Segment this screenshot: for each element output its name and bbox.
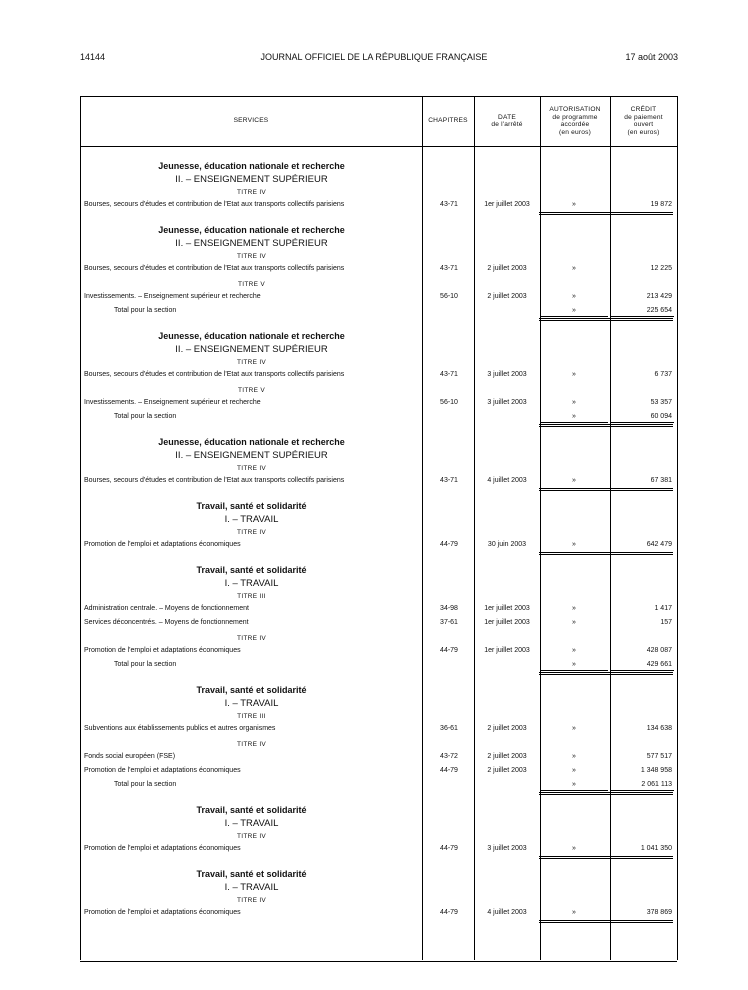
row-label-cell [84, 398, 418, 408]
row-label-cell [84, 476, 418, 486]
block-separator [84, 486, 675, 492]
titre-heading: TITRE IV [236, 189, 267, 196]
service-block [84, 160, 675, 224]
column-divider [80, 96, 81, 960]
section-heading: I. – TRAVAIL [224, 882, 279, 893]
total-row [84, 412, 675, 422]
row-autorisation: » [572, 767, 576, 774]
row-date: 2 juillet 2003 [487, 767, 527, 774]
row-autorisation: » [572, 725, 576, 732]
row-credit: 19 872 [650, 201, 672, 208]
total-label: Total pour la section [114, 413, 177, 420]
titre-heading: TITRE IV [236, 833, 267, 840]
block-spacer [84, 492, 675, 500]
total-credit: 2 061 113 [610, 780, 674, 791]
table-row [84, 398, 675, 408]
block-separator [84, 790, 675, 796]
row-chapitre: 56-10 [440, 399, 458, 406]
row-label-cell [84, 752, 418, 762]
row-label-cell [84, 618, 418, 628]
row-label: Administration centrale. – Moyens de fonctionnement [84, 605, 249, 612]
section-heading: II. – ENSEIGNEMENT SUPÉRIEUR [175, 174, 328, 185]
table-row [84, 766, 675, 776]
row-date: 2 juillet 2003 [487, 725, 527, 732]
issue-date: 17 août 2003 [625, 52, 678, 62]
section-heading: II. – ENSEIGNEMENT SUPÉRIEUR [175, 238, 328, 249]
row-credit: 6 737 [654, 371, 672, 378]
row-credit: 12 225 [650, 265, 672, 272]
ministry-heading: Travail, santé et solidarité [196, 685, 307, 695]
row-chapitre: 34-98 [440, 605, 458, 612]
row-credit: 157 [660, 619, 672, 626]
row-date: 2 juillet 2003 [487, 293, 527, 300]
row-autorisation: » [572, 845, 576, 852]
titre-heading: TITRE V [237, 281, 266, 288]
row-credit: 428 087 [646, 647, 672, 654]
service-block [84, 436, 675, 500]
row-chapitre: 37-61 [440, 619, 458, 626]
row-chapitre: 44-79 [440, 541, 458, 548]
service-block [84, 564, 675, 684]
block-spacer [84, 676, 675, 684]
total-row [84, 306, 675, 316]
service-block [84, 868, 675, 932]
row-date: 2 juillet 2003 [487, 753, 527, 760]
column-divider [677, 96, 678, 960]
row-label-cell [84, 540, 418, 550]
titre-heading: TITRE III [237, 713, 266, 720]
block-separator [84, 550, 675, 556]
service-block [84, 330, 675, 436]
block-spacer [84, 556, 675, 564]
block-spacer [84, 796, 675, 804]
block-separator [84, 316, 675, 322]
titre-heading: TITRE IV [236, 253, 267, 260]
block-separator [84, 670, 675, 676]
row-date: 2 juillet 2003 [487, 265, 527, 272]
table-row [84, 618, 675, 628]
row-date: 1er juillet 2003 [484, 605, 530, 612]
table-row [84, 370, 675, 380]
row-label: Promotion de l'emploi et adaptations économiques [84, 909, 241, 916]
block-separator [84, 210, 675, 216]
block-spacer [84, 216, 675, 224]
row-label-cell [84, 370, 418, 380]
row-credit: 213 429 [646, 293, 672, 300]
row-label: Promotion de l'emploi et adaptations économiques [84, 767, 241, 774]
total-autorisation: » [540, 660, 608, 671]
row-label-cell [84, 264, 418, 274]
row-chapitre: 43-71 [440, 265, 458, 272]
row-autorisation: » [572, 909, 576, 916]
total-label: Total pour la section [114, 781, 177, 788]
row-label: Bourses, secours d'études et contribution de l'Etat aux transports collectifs parisiens [84, 477, 345, 484]
total-label: Total pour la section [114, 661, 177, 668]
table-row [84, 476, 675, 486]
row-date: 1er juillet 2003 [484, 201, 530, 208]
row-chapitre: 36-61 [440, 725, 458, 732]
total-label-cell [114, 660, 418, 670]
row-label: Bourses, secours d'études et contribution de l'Etat aux transports collectifs parisiens [84, 371, 345, 378]
table-row [84, 844, 675, 854]
row-credit: 53 357 [650, 399, 672, 406]
row-chapitre: 56-10 [440, 293, 458, 300]
row-autorisation: » [572, 619, 576, 626]
row-label: Investissements. – Enseignement supérieur et recherche [84, 399, 261, 406]
total-row [84, 780, 675, 790]
row-chapitre: 44-79 [440, 845, 458, 852]
header-credit: CRÉDIT de paiement ouvert (en euros) [624, 106, 663, 136]
ministry-heading: Travail, santé et solidarité [196, 565, 307, 575]
row-label: Promotion de l'emploi et adaptations économiques [84, 845, 241, 852]
row-label-cell [84, 766, 418, 776]
section-heading: I. – TRAVAIL [224, 514, 279, 525]
table-row [84, 752, 675, 762]
row-label-cell [84, 200, 418, 210]
header-chapitres: CHAPITRES [428, 117, 468, 125]
row-autorisation: » [572, 605, 576, 612]
row-credit: 67 381 [650, 477, 672, 484]
total-autorisation: » [540, 306, 608, 317]
ministry-heading: Jeunesse, éducation nationale et recherche [158, 331, 345, 341]
section-heading: I. – TRAVAIL [224, 818, 279, 829]
total-autorisation: » [540, 412, 608, 423]
row-label-cell [84, 724, 418, 734]
journal-title: JOURNAL OFFICIEL DE LA RÉPUBLIQUE FRANÇAISE [260, 52, 488, 62]
block-spacer [84, 924, 675, 932]
total-credit: 429 661 [610, 660, 674, 671]
row-label: Promotion de l'emploi et adaptations économiques [84, 541, 241, 548]
section-heading: I. – TRAVAIL [224, 698, 279, 709]
row-date: 4 juillet 2003 [487, 909, 527, 916]
row-autorisation: » [572, 753, 576, 760]
total-credit: 60 094 [610, 412, 674, 423]
header-services: SERVICES [233, 117, 269, 125]
block-separator [84, 854, 675, 860]
section-heading: II. – ENSEIGNEMENT SUPÉRIEUR [175, 450, 328, 461]
total-label-cell [114, 306, 418, 316]
row-date: 3 juillet 2003 [487, 845, 527, 852]
row-autorisation: » [572, 647, 576, 654]
row-date: 4 juillet 2003 [487, 477, 527, 484]
titre-heading: TITRE IV [236, 359, 267, 366]
section-heading: I. – TRAVAIL [224, 578, 279, 589]
ministry-heading: Jeunesse, éducation nationale et recherche [158, 225, 345, 235]
row-credit: 134 638 [646, 725, 672, 732]
table-row [84, 540, 675, 550]
row-date: 3 juillet 2003 [487, 399, 527, 406]
ministry-heading: Travail, santé et solidarité [196, 869, 307, 879]
service-block [84, 500, 675, 564]
row-chapitre: 44-79 [440, 647, 458, 654]
row-date: 3 juillet 2003 [487, 371, 527, 378]
ministry-heading: Travail, santé et solidarité [196, 805, 307, 815]
total-label-cell [114, 412, 418, 422]
header-autorisation: AUTORISATION de programme accordée (en euros) [549, 106, 601, 136]
titre-heading: TITRE IV [236, 897, 267, 904]
total-label: Total pour la section [114, 307, 177, 314]
row-chapitre: 43-72 [440, 753, 458, 760]
service-block [84, 804, 675, 868]
header-date: DATE de l'arrêté [491, 113, 523, 128]
table-row [84, 646, 675, 656]
row-label: Bourses, secours d'études et contribution de l'Etat aux transports collectifs parisiens [84, 265, 345, 272]
row-credit: 1 417 [654, 605, 672, 612]
row-label-cell [84, 908, 418, 918]
row-autorisation: » [572, 477, 576, 484]
row-autorisation: » [572, 371, 576, 378]
row-autorisation: » [572, 541, 576, 548]
service-block [84, 224, 675, 330]
table-row [84, 264, 675, 274]
table-row [84, 200, 675, 210]
row-label-cell [84, 292, 418, 302]
row-label-cell [84, 646, 418, 656]
ministry-heading: Jeunesse, éducation nationale et recherche [158, 161, 345, 171]
row-autorisation: » [572, 399, 576, 406]
row-label: Fonds social européen (FSE) [84, 753, 176, 760]
page-number: 14144 [80, 52, 106, 62]
row-label-cell [84, 844, 418, 854]
row-date: 30 juin 2003 [487, 541, 527, 548]
titre-heading: TITRE IV [236, 635, 267, 642]
row-credit: 1 041 350 [640, 845, 672, 852]
row-date: 1er juillet 2003 [484, 619, 530, 626]
total-label-cell [114, 780, 418, 790]
row-label: Bourses, secours d'études et contribution de l'Etat aux transports collectifs parisiens [84, 201, 345, 208]
total-credit: 225 654 [610, 306, 674, 317]
ministry-heading: Travail, santé et solidarité [196, 501, 307, 511]
row-label-cell [84, 604, 418, 614]
row-chapitre: 43-71 [440, 371, 458, 378]
row-credit: 642 479 [646, 541, 672, 548]
block-spacer [84, 860, 675, 868]
service-block [84, 684, 675, 804]
total-row [84, 660, 675, 670]
table-header [80, 96, 677, 147]
titre-heading: TITRE IV [236, 529, 267, 536]
table-row [84, 908, 675, 918]
table-row [84, 292, 675, 302]
row-chapitre: 44-79 [440, 909, 458, 916]
row-label: Subventions aux établissements publics et autres organismes [84, 725, 276, 732]
row-label: Services déconcentrés. – Moyens de fonctionnement [84, 619, 249, 626]
block-separator [84, 422, 675, 428]
row-credit: 1 348 958 [640, 767, 672, 774]
block-spacer [84, 322, 675, 330]
table-row [84, 724, 675, 734]
row-autorisation: » [572, 201, 576, 208]
ministry-heading: Jeunesse, éducation nationale et recherche [158, 437, 345, 447]
row-chapitre: 44-79 [440, 767, 458, 774]
block-spacer [84, 428, 675, 436]
row-label: Promotion de l'emploi et adaptations économiques [84, 647, 241, 654]
block-separator [84, 918, 675, 924]
row-autorisation: » [572, 265, 576, 272]
row-autorisation: » [572, 293, 576, 300]
total-autorisation: » [540, 780, 608, 791]
titre-heading: TITRE IV [236, 465, 267, 472]
row-credit: 577 517 [646, 753, 672, 760]
titre-heading: TITRE III [237, 593, 266, 600]
titre-heading: TITRE V [237, 387, 266, 394]
table-body [84, 160, 675, 932]
row-chapitre: 43-71 [440, 201, 458, 208]
row-chapitre: 43-71 [440, 477, 458, 484]
section-heading: II. – ENSEIGNEMENT SUPÉRIEUR [175, 344, 328, 355]
row-credit: 378 869 [646, 909, 672, 916]
row-label: Investissements. – Enseignement supérieur et recherche [84, 293, 261, 300]
row-date: 1er juillet 2003 [484, 647, 530, 654]
titre-heading: TITRE IV [236, 741, 267, 748]
table-row [84, 604, 675, 614]
